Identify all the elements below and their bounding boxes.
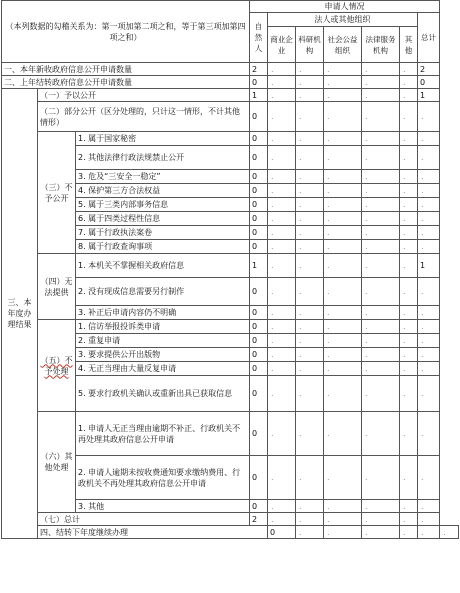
cell-empty: . — [268, 170, 296, 184]
cell-empty: . — [268, 198, 296, 212]
cell-empty: . — [324, 320, 362, 334]
cell-empty: . — [400, 456, 418, 500]
cell-empty: . — [324, 132, 362, 146]
row-label: 四、结转下年度继续办理 — [38, 526, 268, 539]
cell-empty: . — [400, 146, 418, 170]
cell-natural-person: 0 — [250, 212, 268, 226]
cell-empty: . — [400, 348, 418, 362]
cell-natural-person: 0 — [250, 362, 268, 376]
header-research: 科研机构 — [296, 27, 324, 63]
cell-empty: . — [268, 212, 296, 226]
cell-empty: . — [324, 412, 362, 456]
cell-empty: . — [296, 226, 324, 240]
row-label: 7. 属于行政执法案卷 — [76, 226, 250, 240]
cell-empty: . — [362, 412, 400, 456]
row-label: 2. 申请人逾期未按收费通知要求缴纳费用、行政机关不再处理其政府信息公开申请 — [76, 456, 250, 500]
table-row — [2, 513, 459, 526]
cell-empty: . — [296, 132, 324, 146]
row-label: 8. 属于行政查询事项 — [76, 240, 250, 254]
cell-natural-person: 0 — [250, 132, 268, 146]
cell-empty: . — [362, 306, 400, 320]
table-row — [2, 254, 459, 278]
cell-empty: . — [268, 63, 296, 76]
cell-empty: . — [362, 212, 400, 226]
cell-natural-person: 0 — [250, 76, 268, 89]
header-other: 其他 — [400, 27, 418, 63]
cell-empty: . — [268, 102, 296, 132]
cell-empty: . — [400, 526, 418, 539]
cell-natural-person: 0 — [250, 240, 268, 254]
cell-empty: . — [400, 320, 418, 334]
cell-empty: . — [296, 500, 324, 513]
row-label: （二）部分公开（区分处理的，只计这一情形，不计其他情形） — [38, 102, 250, 132]
cell-empty: . — [268, 89, 296, 102]
cell-empty: . — [268, 500, 296, 513]
cell-empty: . — [268, 240, 296, 254]
cell-natural-person: 0 — [250, 170, 268, 184]
cell-empty: . — [362, 254, 400, 278]
cell-empty: . — [324, 76, 362, 89]
row-label: （七）总计 — [38, 513, 250, 526]
cell-total: 1 — [418, 254, 440, 278]
row-label: 一、本年新收政府信息公开申请数量 — [2, 63, 250, 76]
cell-empty: . — [362, 63, 400, 76]
disclosure-statistics-table — [1, 0, 459, 539]
cell-empty: . — [418, 102, 440, 132]
cell-natural-person: 0 — [250, 184, 268, 198]
cell-natural-person: 0 — [250, 334, 268, 348]
cell-empty: . — [324, 254, 362, 278]
cell-empty: . — [268, 348, 296, 362]
row-label: 2. 重复申请 — [76, 334, 250, 348]
cell-empty: . — [268, 132, 296, 146]
cell-empty: . — [324, 513, 362, 526]
row-label: 3. 要求提供公开出版物 — [76, 348, 250, 362]
cell-empty: . — [400, 212, 418, 226]
row-label: 3. 其他 — [76, 500, 250, 513]
header-legal-service: 法律服务机构 — [362, 27, 400, 63]
cell-natural-person: 0 — [250, 226, 268, 240]
cell-empty: . — [362, 278, 400, 306]
cell-natural-person: 0 — [250, 348, 268, 362]
cell-empty: . — [268, 76, 296, 89]
cell-empty: . — [296, 362, 324, 376]
row-label: 4. 保护第三方合法权益 — [76, 184, 250, 198]
cell-empty: . — [362, 240, 400, 254]
cell-empty: . — [362, 132, 400, 146]
group-label-other-handling: （六）其他处理 — [38, 412, 76, 513]
group-label-withhold: （三）不予公开 — [38, 132, 76, 254]
cell-empty: . — [296, 198, 324, 212]
cell-empty: . — [296, 526, 324, 539]
table-row — [2, 76, 459, 89]
cell-empty: . — [400, 500, 418, 513]
cell-empty: . — [362, 146, 400, 170]
cell-natural-person: 0 — [268, 526, 296, 539]
cell-empty: . — [400, 412, 418, 456]
cell-empty: . — [268, 412, 296, 456]
cell-empty: . — [324, 376, 362, 412]
table-row — [2, 412, 459, 456]
cell-empty: . — [400, 513, 418, 526]
cell-empty: . — [418, 184, 440, 198]
cell-natural-person: 0 — [250, 500, 268, 513]
header-natural-person: 自然人 — [250, 13, 268, 63]
cell-empty: . — [268, 146, 296, 170]
cell-empty: . — [362, 362, 400, 376]
cell-empty: . — [400, 198, 418, 212]
header-total: 总计 — [418, 13, 440, 63]
cell-empty: . — [324, 198, 362, 212]
row-label: 4. 无正当理由大量反复申请 — [76, 362, 250, 376]
cell-empty: . — [400, 240, 418, 254]
cell-empty: . — [324, 526, 362, 539]
cell-empty: . — [324, 240, 362, 254]
row-label: 1. 信访举报投诉类申请 — [76, 320, 250, 334]
disclosure-statistics-sheet — [1, 0, 459, 539]
cell-total: 2 — [418, 63, 440, 76]
cell-empty: . — [324, 362, 362, 376]
header-applicant-status: 申请人情况 — [250, 1, 440, 13]
cell-empty: . — [400, 132, 418, 146]
cell-natural-person: 0 — [250, 306, 268, 320]
cell-total: 1 — [418, 89, 440, 102]
cell-empty: . — [296, 306, 324, 320]
cell-empty: . — [362, 526, 400, 539]
cell-empty: . — [324, 184, 362, 198]
cell-empty: . — [324, 456, 362, 500]
row-label: 1. 属于国家秘密 — [76, 132, 250, 146]
cell-empty: . — [362, 456, 400, 500]
cell-empty: . — [418, 198, 440, 212]
cell-empty: . — [324, 500, 362, 513]
cell-empty: . — [296, 102, 324, 132]
row-label: 2. 没有现成信息需要另行制作 — [76, 278, 250, 306]
cell-natural-person: 2 — [250, 63, 268, 76]
cell-empty: . — [418, 170, 440, 184]
cell-empty: . — [418, 526, 440, 539]
header-commercial: 商业企业 — [268, 27, 296, 63]
cell-total: 0 — [418, 76, 440, 89]
cell-natural-person: 0 — [250, 146, 268, 170]
cell-empty: . — [324, 212, 362, 226]
cell-empty: . — [324, 226, 362, 240]
cell-empty: . — [268, 376, 296, 412]
cell-empty: . — [418, 456, 440, 500]
cell-natural-person: 0 — [250, 278, 268, 306]
cell-empty: . — [296, 348, 324, 362]
cell-empty: . — [296, 456, 324, 500]
cell-empty: . — [296, 184, 324, 198]
cell-empty: . — [362, 102, 400, 132]
cell-empty: . — [324, 334, 362, 348]
cell-empty: . — [418, 132, 440, 146]
cell-empty: . — [268, 334, 296, 348]
cell-empty: . — [418, 412, 440, 456]
cell-empty: . — [362, 320, 400, 334]
cell-empty: . — [296, 334, 324, 348]
cell-empty: . — [296, 170, 324, 184]
cell-empty: . — [268, 456, 296, 500]
cell-empty: . — [418, 348, 440, 362]
table-row — [2, 89, 459, 102]
cell-empty: . — [296, 254, 324, 278]
table-row — [2, 526, 459, 539]
cell-empty: . — [324, 89, 362, 102]
cell-empty: . — [324, 102, 362, 132]
cell-empty: . — [296, 146, 324, 170]
cell-empty: . — [296, 63, 324, 76]
cell-empty: . — [324, 63, 362, 76]
cell-empty: . — [296, 212, 324, 226]
cell-empty: . — [362, 226, 400, 240]
row-label: 3. 补正后申请内容仍不明确 — [76, 306, 250, 320]
row-label: 6. 属于四类过程性信息 — [76, 212, 250, 226]
cell-empty: . — [296, 278, 324, 306]
section3-label: 三、本年度办理结果 — [2, 89, 38, 539]
cell-natural-person: 0 — [250, 198, 268, 212]
cell-empty: . — [400, 184, 418, 198]
cell-empty: . — [296, 76, 324, 89]
cell-empty: . — [362, 334, 400, 348]
cell-empty: . — [418, 212, 440, 226]
cell-empty: . — [362, 348, 400, 362]
cell-empty: . — [400, 89, 418, 102]
cell-empty: . — [362, 76, 400, 89]
cell-empty: . — [296, 320, 324, 334]
cell-empty: . — [400, 102, 418, 132]
cell-empty: . — [400, 306, 418, 320]
cell-empty: . — [296, 513, 324, 526]
group-label-not-processed: （五）不予处理 — [38, 320, 76, 412]
table-row — [2, 132, 459, 146]
row-label: 1. 本机关不掌握相关政府信息 — [76, 254, 250, 278]
cell-empty: . — [362, 376, 400, 412]
cell-empty: . — [418, 320, 440, 334]
cell-empty: . — [362, 500, 400, 513]
cell-empty: . — [418, 240, 440, 254]
cell-empty: . — [418, 278, 440, 306]
cell-empty: . — [418, 226, 440, 240]
cell-empty: . — [268, 184, 296, 198]
cell-empty: . — [362, 513, 400, 526]
cell-empty: . — [324, 278, 362, 306]
cell-empty: . — [324, 306, 362, 320]
cell-empty: . — [362, 170, 400, 184]
cell-empty: . — [418, 334, 440, 348]
cell-empty: . — [400, 362, 418, 376]
cell-empty: . — [400, 278, 418, 306]
cell-empty: . — [400, 226, 418, 240]
cell-empty: . — [418, 500, 440, 513]
cell-empty: . — [400, 76, 418, 89]
row-label: 1. 申请人无正当理由逾期不补正、行政机关不再处理其政府信息公开申请 — [76, 412, 250, 456]
table-row — [2, 102, 459, 132]
cell-empty: . — [268, 362, 296, 376]
cell-natural-person: 2 — [250, 513, 268, 526]
cell-empty: . — [400, 63, 418, 76]
cell-empty: . — [418, 376, 440, 412]
cell-empty: . — [400, 170, 418, 184]
row-label: （一）予以公开 — [38, 89, 250, 102]
header-legal-or-other: 法人或其他组织 — [268, 13, 418, 27]
cell-empty: . — [268, 254, 296, 278]
cell-empty: . — [440, 526, 459, 539]
cell-empty: . — [268, 320, 296, 334]
cell-empty: . — [418, 146, 440, 170]
row-label: 5. 要求行政机关确认或重新出具已获取信息 — [76, 376, 250, 412]
row-label: 二、上年结转政府信息公开申请数量 — [2, 76, 250, 89]
cell-empty: . — [296, 412, 324, 456]
table-row — [2, 63, 459, 76]
cell-empty: . — [268, 278, 296, 306]
cell-empty: . — [362, 89, 400, 102]
cell-natural-person: 0 — [250, 320, 268, 334]
cell-empty: . — [400, 254, 418, 278]
cell-empty: . — [418, 513, 440, 526]
table-row — [2, 320, 459, 334]
cell-empty: . — [400, 334, 418, 348]
cell-natural-person: 0 — [250, 102, 268, 132]
cell-empty: . — [324, 146, 362, 170]
cell-empty: . — [418, 362, 440, 376]
cell-empty: . — [268, 513, 296, 526]
cell-natural-person: 0 — [250, 376, 268, 412]
cell-empty: . — [324, 170, 362, 184]
cell-natural-person: 1 — [250, 254, 268, 278]
cell-empty: . — [296, 376, 324, 412]
row-label: 3. 危及“三安全一稳定” — [76, 170, 250, 184]
cell-natural-person: 0 — [250, 412, 268, 456]
cell-empty: . — [400, 376, 418, 412]
header-note: （本列数据的勾稽关系为：第一项加第二项之和，等于第三项加第四项之和） — [2, 1, 250, 63]
cell-empty: . — [268, 306, 296, 320]
cell-empty: . — [362, 184, 400, 198]
group-label-unable: （四）无法提供 — [38, 254, 76, 320]
cell-natural-person: 0 — [250, 456, 268, 500]
row-label: 2. 其他法律行政法规禁止公开 — [76, 146, 250, 170]
cell-empty: . — [296, 89, 324, 102]
cell-empty: . — [296, 240, 324, 254]
cell-empty: . — [324, 348, 362, 362]
cell-empty: . — [362, 198, 400, 212]
cell-empty: . — [418, 306, 440, 320]
row-label: 5. 属于三类内部事务信息 — [76, 198, 250, 212]
header-social-welfare: 社会公益组织 — [324, 27, 362, 63]
cell-empty: . — [268, 226, 296, 240]
cell-natural-person: 1 — [250, 89, 268, 102]
